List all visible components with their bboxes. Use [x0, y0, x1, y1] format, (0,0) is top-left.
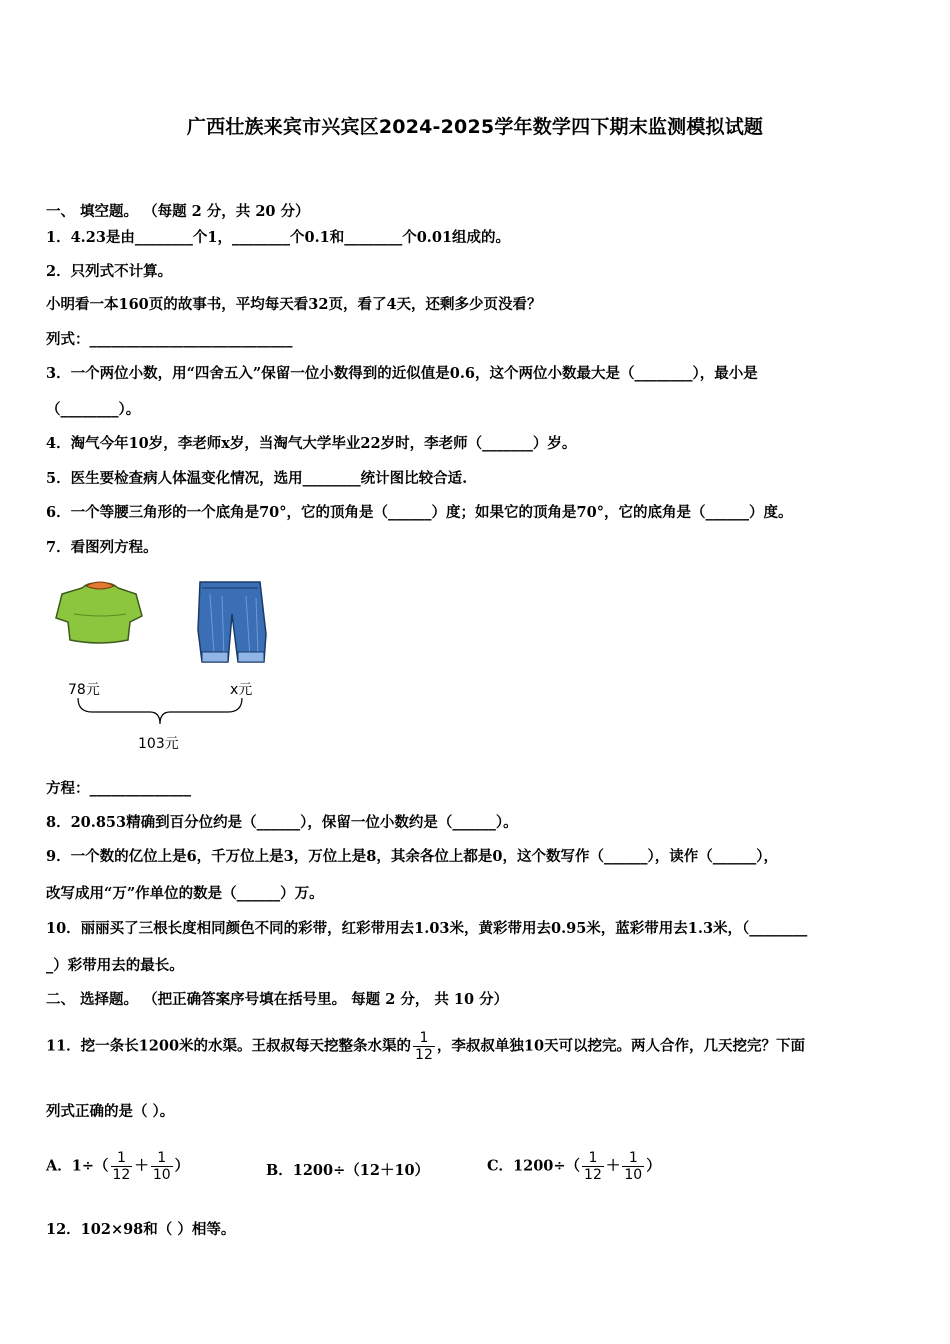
option-c: C．1200÷（ $\frac{1}{12}$ ＋ $\frac{1}{10}$ ）: [487, 1150, 661, 1183]
shirt-price-label: 78元: [68, 682, 100, 698]
question-7-answer: 方程：______________: [46, 780, 191, 797]
shirt-illustration: [56, 582, 142, 643]
fraction-1-12: $\frac{1}{12}$: [415, 1030, 433, 1063]
question-11: 11．挖一条长1200米的水渠。王叔叔每天挖整条水渠的 $\frac{1}{12}$ ，李叔叔单独10天可以挖完。两人合作，几天挖完？下面: [46, 1030, 806, 1063]
page-title: 广西壮族来宾市兴宾区2024-2025学年数学四下期末监测模拟试题: [186, 116, 764, 138]
clothing-price-figure: [52, 574, 282, 758]
question-9: 9．一个数的亿位上是6，千万位上是3，万位上是8，其余各位上都是0，这个数写作（______），读作（______），: [46, 848, 778, 865]
section-choice-heading: 二、 选择题。 （把正确答案序号填在括号里。 每题 2 分， 共 10 分）: [46, 991, 509, 1008]
question-2: 2．只列式不计算。: [46, 263, 173, 280]
option-b: B．1200÷（12＋10）: [266, 1162, 430, 1179]
question-3: 3．一个两位小数，用“四舍五入”保留一位小数得到的近似值是0.6，这个两位小数最大是（________），最小是: [46, 365, 758, 382]
total-price-label: 103元: [138, 736, 179, 752]
question-9-cont: 改写成用“万”作单位的数是（______）万。: [46, 885, 324, 902]
pants-illustration: [198, 582, 266, 662]
question-3-cont: （________）。: [46, 401, 141, 418]
question-2-answer: 列式：____________________________: [46, 331, 293, 348]
question-11-cont: 列式正确的是（ ）。: [46, 1103, 175, 1120]
question-8: 8．20.853精确到百分位约是（______），保留一位小数约是（______）。: [46, 814, 518, 831]
total-brace: [78, 698, 242, 724]
question-5: 5．医生要检查病人体温变化情况，选用________统计图比较合适.: [46, 470, 468, 487]
question-10: 10．丽丽买了三根长度相同颜色不同的彩带，红彩带用去1.03米，黄彩带用去0.95米，蓝彩带用去1.3米，（________: [46, 920, 808, 937]
question-1: 1．4.23是由________个1，________个0.1和________个0.01组成的。: [46, 229, 511, 246]
question-4: 4．淘气今年10岁，李老师x岁，当淘气大学毕业22岁时，李老师（_______）岁。: [46, 435, 577, 452]
option-a: A．1÷（ $\frac{1}{12}$ ＋ $\frac{1}{10}$ ）: [46, 1150, 190, 1183]
section-fill-blank-heading: 一、 填空题。 （每题 2 分，共 20 分）: [46, 203, 310, 220]
question-12: 12．102×98和（ ）相等。: [46, 1221, 236, 1238]
pants-price-label: x元: [230, 682, 253, 698]
question-2-text: 小明看一本160页的故事书，平均每天看32页，看了4天，还剩多少页没看？: [46, 296, 542, 313]
question-7: 7．看图列方程。: [46, 539, 158, 556]
question-10-cont: _）彩带用去的最长。: [46, 957, 184, 974]
question-6: 6．一个等腰三角形的一个底角是70°，它的顶角是（______）度；如果它的顶角是70°，它的底角是（______）度。: [46, 504, 793, 521]
